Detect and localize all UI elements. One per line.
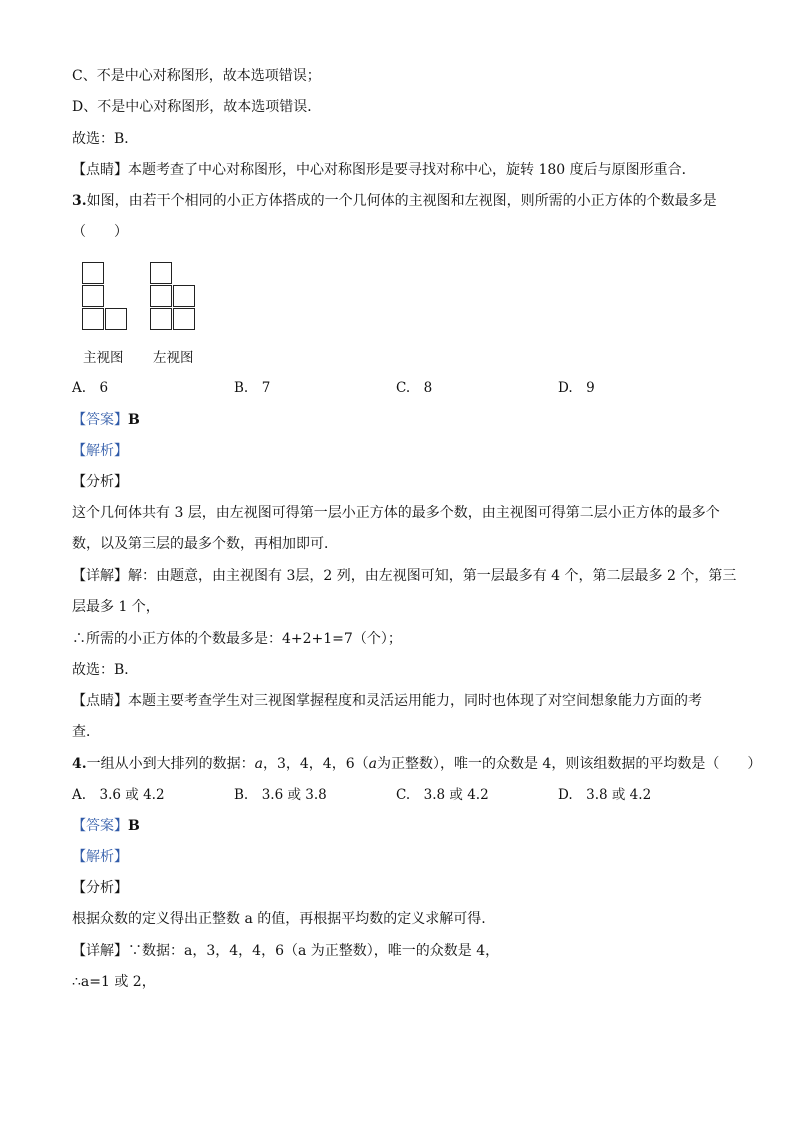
detail-tag: 【详解】 (72, 943, 128, 959)
detail-line-2: 层最多 1 个， (72, 599, 160, 615)
question-text: 如图，由若干个相同的小正方体搭成的一个几何体的主视图和左视图，则所需的小正方体的个数最多是 (86, 193, 717, 209)
question-number: 3. (72, 193, 87, 209)
answer-value: B (128, 412, 140, 428)
question-3-stem (72, 191, 717, 211)
fenxi-text-1: 这个几何体共有 3 层，由左视图可得第一层小正方体的最多个数，由主视图可得第二层小正方体的最多个 (72, 505, 720, 521)
detail-line-1 (72, 566, 736, 586)
option-a: A. 3.6 或 4.2 (72, 787, 165, 803)
note-tag: 【点睛】 (72, 693, 128, 709)
question-3-paren: （ ） (72, 224, 128, 240)
answer-tag: 【答案】 (72, 412, 128, 428)
detail-line-3: ∴所需的小正方体的个数最多是：4+2+1=7（个）； (72, 631, 402, 647)
detail-text: 解：由题意，由主视图有 3层，2 列，由左视图可知，第一层最多有 4 个，第二层最多 2 个，第三 (128, 568, 737, 584)
left-view-caption: 左视图 (153, 350, 194, 366)
text-line-choice: 故选：B． (72, 131, 139, 147)
detail-line-1 (72, 941, 499, 961)
option-d: D. 9 (558, 380, 595, 396)
answer-line-q3 (72, 410, 140, 430)
note-text: 本题考查了中心对称图形，中心对称图形是要寻找对称中心，旋转 180 度后与原图形重合． (128, 162, 696, 178)
cube-cell (173, 308, 195, 330)
detail-line-2: ∴a=1 或 2， (72, 974, 156, 990)
option-a: A. 6 (72, 380, 109, 396)
option-b: B. 3.6 或 3.8 (234, 787, 327, 803)
option-b: B. 7 (234, 380, 271, 396)
question-number: 4. (72, 756, 87, 772)
option-c: C. 3.8 或 4.2 (396, 787, 489, 803)
text-line-d-option: D、不是中心对称图形，故本选项错误． (72, 99, 322, 115)
front-view-caption: 主视图 (83, 350, 124, 366)
note-line-q3-cont: 查． (72, 724, 100, 740)
cube-cell (82, 285, 104, 307)
analysis-tag: 【解析】 (72, 443, 128, 459)
fenxi-tag: 【分析】 (72, 474, 128, 490)
front-view-figure (82, 262, 132, 334)
cube-cell (82, 262, 104, 284)
text-line-c-option: C、不是中心对称图形，故本选项错误； (72, 68, 321, 84)
option-d: D. 3.8 或 4.2 (558, 787, 652, 803)
question-text: ，3，4，4，6（ (262, 756, 369, 772)
question-text: 为正整数），唯一的众数是 4，则该组数据的平均数是（ ） (376, 756, 762, 772)
left-view-figure (150, 262, 200, 334)
cube-cell (105, 308, 127, 330)
cube-cell (150, 308, 172, 330)
detail-text: ∵数据：a，3，4，4，6（a 为正整数），唯一的众数是 4， (128, 943, 500, 959)
fenxi-text-2: 数，以及第三层的最多个数，再相加即可． (72, 536, 338, 552)
question-4-stem (72, 754, 761, 774)
variable-a: a (368, 756, 377, 772)
cube-cell (150, 285, 172, 307)
cube-cell (82, 308, 104, 330)
note-text: 本题主要考查学生对三视图掌握程度和灵活运用能力，同时也体现了对空间想象能力方面的考 (128, 693, 702, 709)
cube-cell (173, 285, 195, 307)
answer-line-q4 (72, 816, 140, 836)
note-tag: 【点睛】 (72, 162, 128, 178)
note-line-q2 (72, 160, 696, 180)
note-line-q3 (72, 691, 702, 711)
answer-tag: 【答案】 (72, 818, 128, 834)
variable-a: a (254, 756, 263, 772)
detail-line-4: 故选：B． (72, 662, 139, 678)
fenxi-text-1: 根据众数的定义得出正整数 a 的值，再根据平均数的定义求解可得. (72, 911, 486, 927)
cube-cell (150, 262, 172, 284)
analysis-tag: 【解析】 (72, 849, 128, 865)
fenxi-tag: 【分析】 (72, 880, 128, 896)
answer-value: B (128, 818, 140, 834)
detail-tag: 【详解】 (72, 568, 128, 584)
question-text: 一组从小到大排列的数据： (86, 756, 255, 772)
option-c: C. 8 (396, 380, 433, 396)
